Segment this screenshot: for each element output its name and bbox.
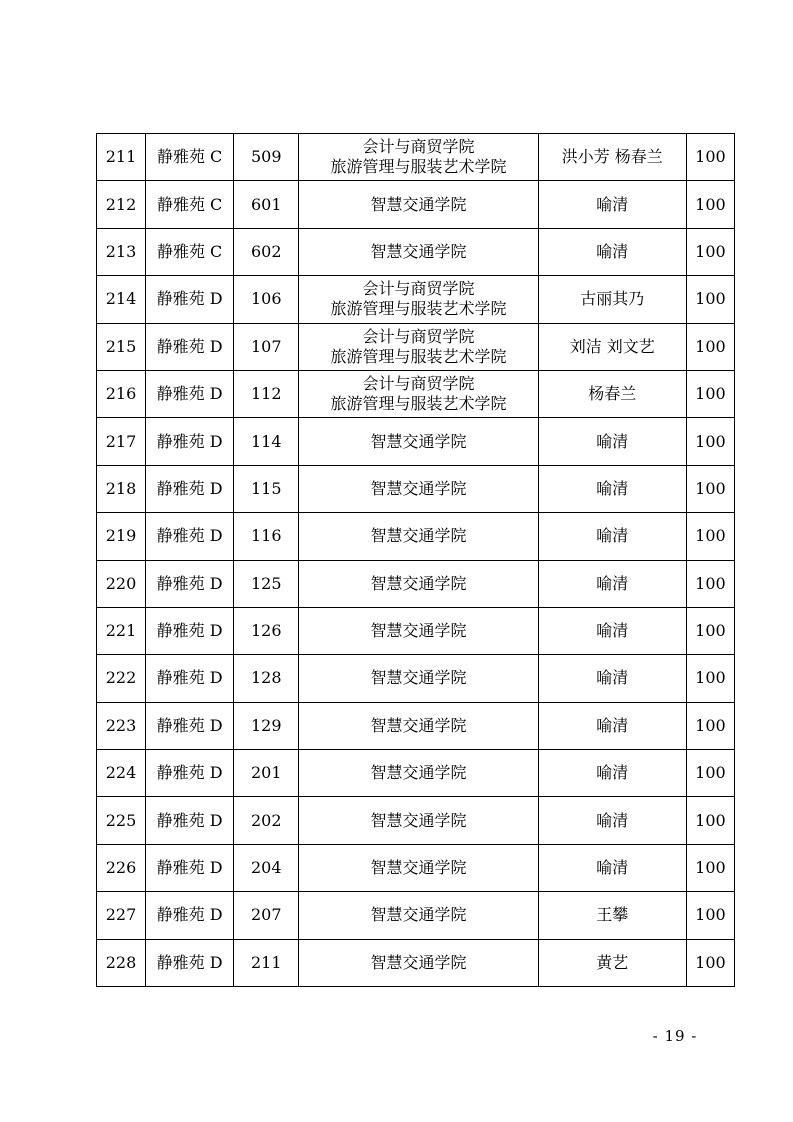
- row-number-cell: 211: [97, 134, 146, 181]
- table-row: [97, 323, 735, 370]
- person-cell: 刘洁 刘文艺: [538, 323, 686, 370]
- room-cell: 107: [234, 323, 299, 370]
- college-cell: [299, 513, 538, 560]
- person-cell: 古丽其乃: [538, 276, 686, 323]
- college-cell: [299, 560, 538, 607]
- table-row: [97, 228, 735, 275]
- college-name: 会计与商贸学院: [362, 374, 475, 394]
- table-row: [97, 750, 735, 797]
- row-number-cell: 225: [97, 797, 146, 844]
- score-cell: 100: [686, 655, 734, 702]
- college-cell: [299, 370, 538, 417]
- row-number-cell: 222: [97, 655, 146, 702]
- room-cell: 116: [234, 513, 299, 560]
- college-name: 智慧交通学院: [370, 905, 467, 925]
- college-name: 会计与商贸学院: [362, 137, 475, 157]
- person-cell: 喻清: [538, 844, 686, 891]
- building-cell: 静雅苑 C: [146, 228, 234, 275]
- row-number-cell: 228: [97, 939, 146, 986]
- college-name: 智慧交通学院: [370, 715, 467, 735]
- college-name: 智慧交通学院: [370, 526, 467, 546]
- college-cell: [299, 181, 538, 228]
- score-cell: 100: [686, 134, 734, 181]
- row-number-cell: 214: [97, 276, 146, 323]
- person-cell: 喻清: [538, 228, 686, 275]
- college-cell: [299, 939, 538, 986]
- score-cell: 100: [686, 323, 734, 370]
- score-cell: 100: [686, 797, 734, 844]
- score-cell: 100: [686, 892, 734, 939]
- college-cell: [299, 797, 538, 844]
- college-cell: [299, 323, 538, 370]
- score-cell: 100: [686, 844, 734, 891]
- building-cell: 静雅苑 D: [146, 323, 234, 370]
- college-name: 旅游管理与服装艺术学院: [330, 346, 507, 366]
- person-cell: 喻清: [538, 702, 686, 749]
- row-number-cell: 220: [97, 560, 146, 607]
- room-cell: 601: [234, 181, 299, 228]
- building-cell: 静雅苑 C: [146, 181, 234, 228]
- building-cell: 静雅苑 D: [146, 750, 234, 797]
- room-cell: 204: [234, 844, 299, 891]
- row-number-cell: 215: [97, 323, 146, 370]
- person-cell: 黄艺: [538, 939, 686, 986]
- building-cell: 静雅苑 D: [146, 418, 234, 465]
- college-cell: [299, 418, 538, 465]
- person-cell: 喻清: [538, 750, 686, 797]
- room-cell: 128: [234, 655, 299, 702]
- score-cell: 100: [686, 370, 734, 417]
- score-cell: 100: [686, 702, 734, 749]
- table-row: [97, 276, 735, 323]
- person-cell: 喻清: [538, 181, 686, 228]
- college-name: 旅游管理与服装艺术学院: [330, 394, 507, 414]
- table-row: [97, 560, 735, 607]
- room-cell: 602: [234, 228, 299, 275]
- person-cell: 王攀: [538, 892, 686, 939]
- person-cell: 喻清: [538, 513, 686, 560]
- building-cell: 静雅苑 D: [146, 607, 234, 654]
- person-cell: 洪小芳 杨春兰: [538, 134, 686, 181]
- dormitory-score-table: [96, 133, 735, 987]
- person-cell: 杨春兰: [538, 370, 686, 417]
- room-cell: 126: [234, 607, 299, 654]
- building-cell: 静雅苑 D: [146, 655, 234, 702]
- college-name: 旅游管理与服装艺术学院: [330, 299, 507, 319]
- row-number-cell: 226: [97, 844, 146, 891]
- score-cell: 100: [686, 465, 734, 512]
- page-number: - 19 -: [652, 1027, 698, 1045]
- building-cell: 静雅苑 D: [146, 892, 234, 939]
- college-name: 会计与商贸学院: [362, 326, 475, 346]
- college-name: 会计与商贸学院: [362, 279, 475, 299]
- score-cell: 100: [686, 560, 734, 607]
- room-cell: 207: [234, 892, 299, 939]
- row-number-cell: 219: [97, 513, 146, 560]
- person-cell: 喻清: [538, 418, 686, 465]
- row-number-cell: 227: [97, 892, 146, 939]
- building-cell: 静雅苑 D: [146, 844, 234, 891]
- room-cell: 202: [234, 797, 299, 844]
- building-cell: 静雅苑 D: [146, 560, 234, 607]
- college-cell: [299, 892, 538, 939]
- row-number-cell: 223: [97, 702, 146, 749]
- college-name: 智慧交通学院: [370, 241, 467, 261]
- room-cell: 129: [234, 702, 299, 749]
- building-cell: 静雅苑 D: [146, 702, 234, 749]
- table-row: [97, 607, 735, 654]
- score-cell: 100: [686, 228, 734, 275]
- college-name: 智慧交通学院: [370, 478, 467, 498]
- college-cell: [299, 844, 538, 891]
- table-row: [97, 702, 735, 749]
- table-body: [97, 134, 735, 987]
- person-cell: 喻清: [538, 655, 686, 702]
- building-cell: 静雅苑 D: [146, 465, 234, 512]
- room-cell: 115: [234, 465, 299, 512]
- building-cell: 静雅苑 D: [146, 276, 234, 323]
- college-name: 智慧交通学院: [370, 668, 467, 688]
- college-name: 智慧交通学院: [370, 194, 467, 214]
- college-cell: [299, 702, 538, 749]
- college-name: 智慧交通学院: [370, 621, 467, 641]
- person-cell: 喻清: [538, 607, 686, 654]
- building-cell: 静雅苑 D: [146, 939, 234, 986]
- college-cell: [299, 465, 538, 512]
- college-name: 智慧交通学院: [370, 858, 467, 878]
- table-row: [97, 655, 735, 702]
- building-cell: 静雅苑 C: [146, 134, 234, 181]
- college-cell: [299, 750, 538, 797]
- college-cell: [299, 607, 538, 654]
- building-cell: 静雅苑 D: [146, 513, 234, 560]
- room-cell: 201: [234, 750, 299, 797]
- college-cell: [299, 228, 538, 275]
- score-cell: 100: [686, 276, 734, 323]
- college-name: 智慧交通学院: [370, 573, 467, 593]
- score-cell: 100: [686, 750, 734, 797]
- score-cell: 100: [686, 513, 734, 560]
- table-row: [97, 181, 735, 228]
- person-cell: 喻清: [538, 560, 686, 607]
- room-cell: 106: [234, 276, 299, 323]
- table-row: [97, 134, 735, 181]
- score-cell: 100: [686, 418, 734, 465]
- college-name: 智慧交通学院: [370, 763, 467, 783]
- table-row: [97, 939, 735, 986]
- person-cell: 喻清: [538, 797, 686, 844]
- row-number-cell: 221: [97, 607, 146, 654]
- person-cell: 喻清: [538, 465, 686, 512]
- room-cell: 112: [234, 370, 299, 417]
- row-number-cell: 217: [97, 418, 146, 465]
- score-cell: 100: [686, 181, 734, 228]
- table-row: [97, 465, 735, 512]
- table-row: [97, 892, 735, 939]
- table-row: [97, 797, 735, 844]
- college-name: 智慧交通学院: [370, 810, 467, 830]
- table-row: [97, 513, 735, 560]
- building-cell: 静雅苑 D: [146, 797, 234, 844]
- table-row: [97, 844, 735, 891]
- room-cell: 509: [234, 134, 299, 181]
- row-number-cell: 218: [97, 465, 146, 512]
- room-cell: 114: [234, 418, 299, 465]
- room-cell: 211: [234, 939, 299, 986]
- row-number-cell: 213: [97, 228, 146, 275]
- college-cell: [299, 655, 538, 702]
- row-number-cell: 212: [97, 181, 146, 228]
- college-name: 旅游管理与服装艺术学院: [330, 157, 507, 177]
- college-cell: [299, 276, 538, 323]
- college-name: 智慧交通学院: [370, 952, 467, 972]
- room-cell: 125: [234, 560, 299, 607]
- score-cell: 100: [686, 939, 734, 986]
- college-name: 智慧交通学院: [370, 431, 467, 451]
- score-cell: 100: [686, 607, 734, 654]
- table-row: [97, 418, 735, 465]
- table-row: [97, 370, 735, 417]
- building-cell: 静雅苑 D: [146, 370, 234, 417]
- row-number-cell: 224: [97, 750, 146, 797]
- row-number-cell: 216: [97, 370, 146, 417]
- college-cell: [299, 134, 538, 181]
